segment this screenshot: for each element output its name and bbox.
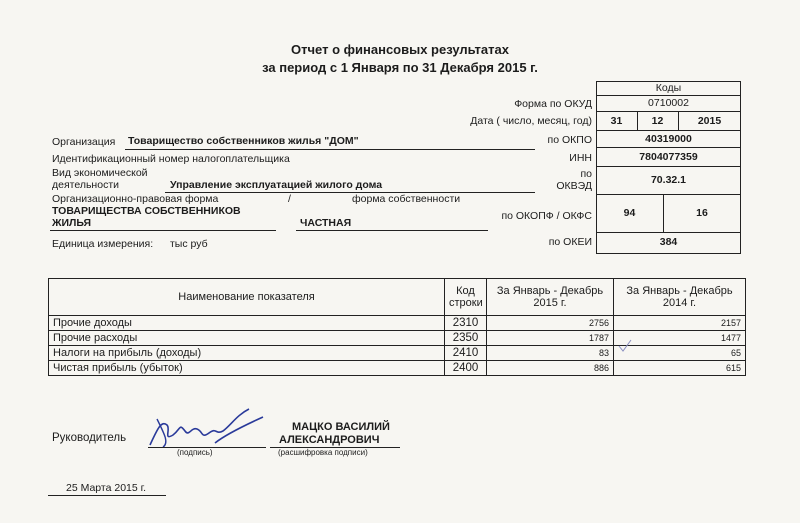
row-value-2014: 615 (614, 361, 746, 376)
unit-value: тыс руб (170, 238, 208, 250)
table-row (49, 316, 746, 331)
signature-caption: (подпись) (177, 448, 213, 457)
okopf-code: 94 (623, 207, 636, 219)
ownership-label: форма собственности (352, 193, 461, 205)
name-caption: (расшифровка подписи) (278, 448, 368, 457)
legal-form-value-2: ЖИЛЬЯ (52, 217, 92, 229)
row-name: Чистая прибыль (убыток) (49, 361, 445, 376)
date-label: Дата ( число, месяц, год) (470, 115, 592, 127)
okved-code: 70.32.1 (650, 174, 687, 186)
okopf-label: по ОКОПФ / ОКФС (501, 210, 592, 222)
row-value-2015: 83 (487, 346, 614, 361)
financial-results-table (48, 278, 746, 376)
head-label: Руководитель (52, 432, 127, 444)
col-header-2015: За Январь - Декабрь 2015 г. (487, 279, 614, 316)
date-month: 12 (651, 114, 664, 127)
col-header-name: Наименование показателя (49, 279, 445, 316)
row-value-2014: 2157 (614, 316, 746, 331)
codes-header: Коды (655, 82, 682, 94)
legal-form-value-1: ТОВАРИЩЕСТВА СОБСТВЕННИКОВ (52, 205, 241, 217)
okved-label-2: ОКВЭД (556, 180, 592, 192)
report-period: за период с 1 Января по 31 Декабря 2015 г. (262, 60, 538, 75)
row-value-2015: 2756 (487, 316, 614, 331)
row-code: 2410 (445, 346, 487, 361)
row-code: 2310 (445, 316, 487, 331)
col-header-2014: За Январь - Декабрь 2014 г. (614, 279, 746, 316)
row-value-2014: 65 (614, 346, 746, 361)
head-name-2: АЛЕКСАНДРОВИЧ (279, 434, 380, 446)
org-name: Товарищество собственников жилья "ДОМ" (128, 135, 359, 147)
row-name: Прочие расходы (49, 331, 445, 346)
activity-value: Управление эксплуатацией жилого дома (170, 179, 383, 191)
row-value-2014: 1477 (614, 331, 746, 346)
okpo-code: 40319000 (645, 132, 692, 145)
inn-field-label: Идентификационный номер налогоплательщика (52, 153, 290, 165)
row-code: 2400 (445, 361, 487, 376)
col-header-code: Код строки (445, 279, 487, 316)
ownership-value: ЧАСТНАЯ (300, 217, 352, 229)
report-title: Отчет о финансовых результатах (291, 42, 509, 57)
unit-label: Единица измерения: (52, 238, 154, 250)
okud-code: 0710002 (648, 97, 689, 109)
legal-form-label: Организационно-правовая форма (52, 193, 219, 205)
row-name: Прочие доходы (49, 316, 445, 331)
row-code: 2350 (445, 331, 487, 346)
separator: / (288, 193, 291, 205)
date-day: 31 (610, 114, 623, 127)
okei-label: по ОКЕИ (548, 236, 592, 248)
table-row (49, 346, 746, 361)
signature-icon (145, 405, 270, 450)
org-label: Организация (52, 136, 116, 148)
table-header-row (49, 279, 746, 316)
date-year: 2015 (697, 114, 722, 127)
check-mark-icon (618, 339, 632, 353)
okved-label-1: по (580, 168, 592, 180)
head-name-1: МАЦКО ВАСИЛИЙ (292, 421, 390, 433)
okpo-label: по ОКПО (547, 134, 592, 146)
report-date: 25 Марта 2015 г. (66, 482, 147, 494)
row-name: Налоги на прибыль (доходы) (49, 346, 445, 361)
table-row (49, 331, 746, 346)
row-value-2015: 886 (487, 361, 614, 376)
okud-label: Форма по ОКУД (514, 98, 592, 110)
okei-code: 384 (659, 236, 678, 248)
activity-label-1: Вид экономической (52, 167, 148, 179)
inn-label: ИНН (569, 152, 592, 164)
row-value-2015: 1787 (487, 331, 614, 346)
table-row (49, 361, 746, 376)
okfs-code: 16 (696, 207, 708, 219)
inn-code: 7804077359 (639, 150, 698, 163)
activity-label-2: деятельности (52, 179, 119, 191)
